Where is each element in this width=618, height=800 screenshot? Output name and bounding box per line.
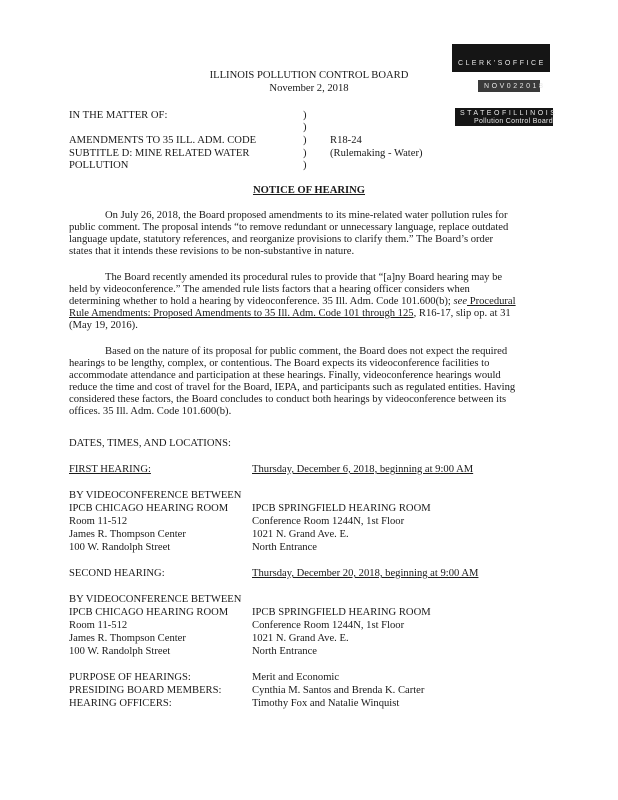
springfield-conference-room: Conference Room 1244N, 1st Floor — [252, 620, 405, 631]
paragraph-line: The Board recently amended its procedural rules to provide that “[a]ny Board hearing may be — [105, 272, 503, 283]
agency-name: ILLINOIS POLLUTION CONTROL BOARD — [209, 70, 409, 81]
paragraph-line: hearings to be lengthy, complex, or contentious. The Board expects its videoconference facilities to — [69, 358, 490, 369]
chicago-room: IPCB CHICAGO HEARING ROOM — [69, 607, 229, 618]
paragraph-line: (May 19, 2016). — [69, 320, 138, 331]
presiding-members-value: Cynthia M. Santos and Brenda K. Carter — [252, 685, 425, 696]
purpose-label: PURPOSE OF HEARINGS: — [69, 672, 191, 683]
springfield-entrance: North Entrance — [252, 542, 318, 553]
purpose-value: Merit and Economic — [252, 672, 340, 683]
document-date: November 2, 2018 — [269, 83, 349, 94]
stamp-bottom-text-2: Pollution Control Board — [474, 118, 553, 125]
citation-text: determining whether to hold a hearing by videoconference. 35 Ill. Adm. Code 101.600(b); — [69, 296, 454, 307]
paragraph-line — [69, 296, 516, 308]
paragraph-line: reduce the time and cost of travel for the Board, IEPA, and participants such as regulated entities. Having — [69, 382, 516, 393]
springfield-street: 1021 N. Grand Ave. E. — [252, 529, 349, 540]
chicago-street: 100 W. Randolph Street — [69, 542, 171, 553]
docket-number: R18-24 — [330, 135, 362, 146]
springfield-room: IPCB SPRINGFIELD HEARING ROOM — [252, 607, 431, 618]
springfield-street: 1021 N. Grand Ave. E. — [252, 633, 349, 644]
stamp-mid-text: N O V 0 2 2 0 1 8 — [484, 83, 544, 90]
docket-type: (Rulemaking - Water) — [330, 148, 423, 159]
stamp-top-bar — [452, 44, 550, 72]
caption-paren: ) — [303, 160, 307, 171]
presiding-members-label: PRESIDING BOARD MEMBERS: — [69, 685, 222, 696]
paragraph-line: On July 26, 2018, the Board proposed amendments to its mine-related water pollution rules for — [105, 210, 508, 221]
paragraph-line: language update, statutory references, and reorganize provisions to clarify them.” The Board’s order — [69, 234, 494, 245]
chicago-room: IPCB CHICAGO HEARING ROOM — [69, 503, 229, 514]
caption-paren: ) — [303, 148, 307, 159]
signal-see: see — [453, 296, 468, 307]
caption-line-1: AMENDMENTS TO 35 ILL. ADM. CODE — [69, 135, 257, 146]
hearing-officers-label: HEARING OFFICERS: — [69, 698, 172, 709]
citation-tail: , R16-17, slip op. at 31 — [413, 308, 511, 319]
caption-paren: ) — [303, 110, 307, 121]
caption-paren: ) — [303, 135, 307, 146]
paragraph-line: accommodate attendance and participation at these hearings. Finally, videoconference hearings would — [69, 370, 501, 381]
stamp-top-text: C L E R K ' S O F F I C E — [458, 60, 544, 67]
hearing-label: FIRST HEARING: — [69, 464, 151, 475]
chicago-room-number: Room 11-512 — [69, 620, 128, 631]
hearing-label: SECOND HEARING: — [69, 568, 165, 579]
hearing-date: Thursday, December 20, 2018, beginning at 9:00 AM — [252, 568, 479, 579]
springfield-entrance: North Entrance — [252, 646, 318, 657]
chicago-street: 100 W. Randolph Street — [69, 646, 171, 657]
schedule-heading: DATES, TIMES, AND LOCATIONS: — [69, 438, 231, 449]
caption-line-3: POLLUTION — [69, 160, 129, 171]
videoconference-label: BY VIDEOCONFERENCE BETWEEN — [69, 594, 242, 605]
paragraph-line: Based on the nature of its proposal for public comment, the Board does not expect the required — [105, 346, 508, 357]
paragraph-line: held by videoconference.” The amended rule lists factors that a hearing officer considers when — [69, 284, 470, 295]
chicago-building: James R. Thompson Center — [69, 529, 186, 540]
in-the-matter: IN THE MATTER OF: — [69, 110, 168, 121]
stamp-bottom-text: S T A T E O F I L L I N O I S — [460, 110, 556, 117]
case-name-part-2: Rule Amendments: Proposed Amendments to 35 Ill. Adm. Code 101 through 125 — [69, 308, 414, 319]
paragraph-line: states that it intends these revisions to be non-substantive in nature. — [69, 246, 355, 257]
chicago-building: James R. Thompson Center — [69, 633, 186, 644]
caption-line-2: SUBTITLE D: MINE RELATED WATER — [69, 148, 250, 159]
paragraph-line: public comment. The proposal intends “to remove redundant or unnecessary language, replace outdated — [69, 222, 509, 233]
springfield-conference-room: Conference Room 1244N, 1st Floor — [252, 516, 405, 527]
paragraph-line: offices. 35 Ill. Adm. Code 101.600(b). — [69, 406, 232, 417]
paragraph-line: considered these factors, the Board concludes to conduct both hearings by videoconference between its — [69, 394, 507, 405]
hearing-date: Thursday, December 6, 2018, beginning at 9:00 AM — [252, 464, 474, 475]
paragraph-line — [69, 308, 511, 320]
springfield-room: IPCB SPRINGFIELD HEARING ROOM — [252, 503, 431, 514]
chicago-room-number: Room 11-512 — [69, 516, 128, 527]
notice-title: NOTICE OF HEARING — [252, 185, 366, 196]
case-name-part-1: Procedural — [467, 296, 516, 307]
videoconference-label: BY VIDEOCONFERENCE BETWEEN — [69, 490, 242, 501]
caption-paren: ) — [303, 122, 307, 133]
hearing-officers-value: Timothy Fox and Natalie Winquist — [252, 698, 400, 709]
